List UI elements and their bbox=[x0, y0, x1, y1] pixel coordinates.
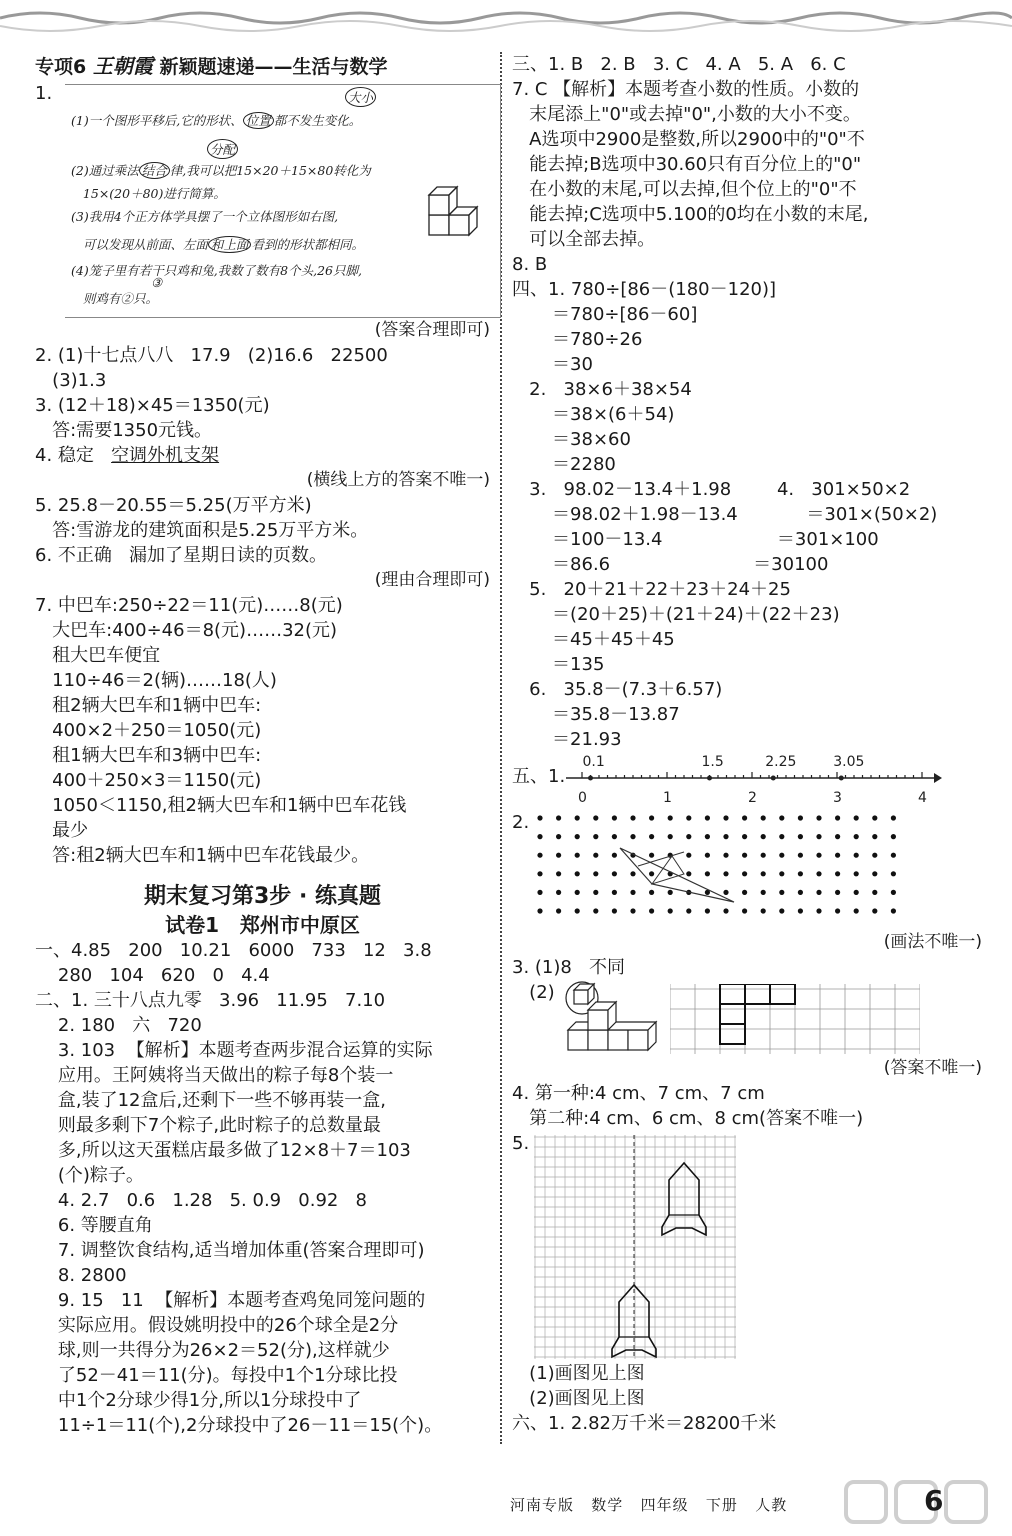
grid-dot bbox=[649, 890, 654, 895]
p2-q9-line: 了52－41＝11(分)。每投中1个1分球比投 bbox=[35, 1365, 398, 1386]
part5-q2-label: 2. bbox=[512, 812, 530, 833]
section-title: 期末复习第3步 · 练真题 bbox=[144, 884, 381, 909]
grid-dot bbox=[872, 853, 877, 858]
grid-dot bbox=[872, 871, 877, 876]
p2-q9-line: 实际应用。假设姚明投中的26个球全是2分 bbox=[35, 1315, 399, 1336]
number-line-bottom-label: 0 bbox=[578, 790, 587, 806]
grid-dot bbox=[835, 890, 840, 895]
part5-q3-line-2: (2) bbox=[512, 982, 555, 1003]
grid-dot bbox=[723, 853, 728, 858]
part2-q6: 6. 等腰直角 bbox=[35, 1215, 153, 1236]
grid-dot bbox=[742, 908, 747, 913]
part4-q6-block bbox=[512, 677, 982, 752]
grid-dot bbox=[779, 890, 784, 895]
q3-line-2: 答:需要1350元钱。 bbox=[35, 420, 213, 441]
q6-note: (理由合理即可) bbox=[374, 570, 490, 590]
part5-q5 bbox=[512, 1131, 982, 1361]
grid-dot bbox=[612, 908, 617, 913]
q2-line-2: (3)1.3 bbox=[35, 370, 107, 391]
grid-dot bbox=[612, 853, 617, 858]
grid-dot bbox=[872, 834, 877, 839]
part5-q3-figures bbox=[512, 980, 982, 1056]
p4-line: ＝780÷[86－60] bbox=[512, 304, 698, 325]
p4-line: ＝38×(6＋54) bbox=[512, 404, 675, 425]
grid-dot bbox=[537, 834, 542, 839]
brand-logo: 王朝霞 bbox=[92, 54, 153, 78]
part5-q2 bbox=[512, 810, 982, 930]
grid-dot bbox=[575, 834, 580, 839]
grid-dot bbox=[816, 815, 821, 820]
part4-q1-block bbox=[512, 277, 982, 377]
grid-dot bbox=[816, 853, 821, 858]
p2-q3-line: 应用。王阿姨将当天做出的粽子每8个装一 bbox=[35, 1065, 394, 1086]
top-border-decoration bbox=[0, 0, 1012, 40]
part2-q7: 7. 调整饮食结构,适当增加体重(答案合理即可) bbox=[35, 1240, 425, 1261]
grid-dot bbox=[556, 871, 561, 876]
q2-line-1: 2. (1)十七点八八 17.9 (2)16.6 22500 bbox=[35, 345, 388, 366]
grid-dot bbox=[575, 890, 580, 895]
number-line-point bbox=[839, 776, 844, 781]
p4-line: ＝38×60 bbox=[512, 429, 631, 450]
grid-dot bbox=[761, 834, 766, 839]
grid-dot bbox=[537, 815, 542, 820]
p2-q3-line: 3. 103 【解析】本题考查两步混合运算的实际 bbox=[35, 1040, 433, 1061]
part5-q4-line-1: 4. 第一种:4 cm、7 cm、7 cm bbox=[512, 1083, 765, 1104]
p4-line: 3. 98.02－13.4＋1.98 4. 301×50×2 bbox=[512, 479, 911, 500]
grid-dot bbox=[872, 815, 877, 820]
p2-q9-line: 球,则一共得分为26×2＝52(分),这样就少 bbox=[35, 1340, 390, 1361]
p4-line: ＝135 bbox=[512, 654, 605, 675]
p3-q7-line: 在小数的末尾,可以去掉,但个位上的"0"不 bbox=[512, 179, 857, 200]
part5-q2-note: (画法不唯一) bbox=[883, 932, 982, 952]
grid-dot bbox=[835, 815, 840, 820]
number-line-top-label: 1.5 bbox=[701, 754, 724, 770]
grid-dot bbox=[723, 890, 728, 895]
grid-dot bbox=[798, 871, 803, 876]
grid-dot bbox=[686, 908, 691, 913]
p4-line: 5. 20＋21＋22＋23＋24＋25 bbox=[512, 579, 791, 600]
grid-dot bbox=[612, 890, 617, 895]
part4-q3-q4-block bbox=[512, 477, 982, 577]
grid-dot bbox=[779, 834, 784, 839]
grid-dot bbox=[649, 815, 654, 820]
p4-line: ＝780÷26 bbox=[512, 329, 643, 350]
grid-dot bbox=[556, 908, 561, 913]
grid-dot bbox=[742, 853, 747, 858]
number-line-point bbox=[588, 776, 593, 781]
q7-line: 租大巴车便宜 bbox=[35, 645, 161, 666]
hand-line-6: (4)笼子里有若干只鸡和兔,我数了数有8个头,26只脚, bbox=[71, 263, 362, 278]
grid-dot bbox=[761, 853, 766, 858]
grid-dot bbox=[593, 815, 598, 820]
grid-dot bbox=[798, 890, 803, 895]
grid-dot bbox=[761, 815, 766, 820]
grid-dot bbox=[630, 834, 635, 839]
grid-dot bbox=[705, 908, 710, 913]
grid-dot bbox=[593, 871, 598, 876]
grid-dot bbox=[649, 834, 654, 839]
part5-q5-label: 5. bbox=[512, 1133, 530, 1154]
annotation-three: ③ bbox=[151, 275, 163, 290]
grid-dot bbox=[872, 908, 877, 913]
grid-dot bbox=[835, 834, 840, 839]
hand-line-4: (3)我用4个正方体学具摆了一个立体图形如右图, bbox=[71, 209, 339, 224]
q1-note: (答案合理即可) bbox=[374, 320, 490, 340]
grid-dot bbox=[854, 908, 859, 913]
grid-dot bbox=[798, 815, 803, 820]
footer-text: 河南专版 数学 四年级 下册 人教 bbox=[510, 1496, 788, 1514]
grid-dot bbox=[798, 853, 803, 858]
part5-q5-note-2: (2)画图见上图 bbox=[512, 1388, 645, 1409]
number-line-bottom-label: 2 bbox=[748, 790, 757, 806]
q7-line: 最少 bbox=[35, 820, 89, 841]
grid-dot bbox=[668, 908, 673, 913]
part1-line-2: 280 104 620 0 4.4 bbox=[35, 965, 270, 986]
grid-dot bbox=[835, 871, 840, 876]
grid-dot bbox=[612, 815, 617, 820]
grid-dot bbox=[779, 815, 784, 820]
q7-line: 1050＜1150,租2辆大巴车和1辆中巴车花钱 bbox=[35, 795, 407, 816]
topic-label: 专项6 bbox=[35, 56, 87, 78]
p3-q7-line: 能去掉;C选项中5.100的0均在小数的末尾, bbox=[512, 204, 869, 225]
q7-block bbox=[35, 593, 490, 868]
p4-line: 四、1. 780÷[86－(180－120)] bbox=[512, 279, 777, 300]
grid-dot bbox=[723, 908, 728, 913]
part3-q7-block bbox=[512, 77, 982, 252]
grid-dot bbox=[742, 815, 747, 820]
annotation-size: 大小 bbox=[345, 87, 376, 107]
p4-line: ＝98.02＋1.98－13.4 ＝301×(50×2) bbox=[512, 504, 938, 525]
grid-dot bbox=[537, 853, 542, 858]
dot-grid-figure bbox=[534, 812, 914, 930]
grid-dot bbox=[630, 815, 635, 820]
q7-line: 400＋250×3＝1150(元) bbox=[35, 770, 262, 791]
p4-line: ＝100－13.4 ＝301×100 bbox=[512, 529, 879, 550]
part4-q2-block bbox=[512, 377, 982, 477]
cube-figure-icon bbox=[423, 181, 493, 245]
q7-line: 答:租2辆大巴车和1辆中巴车花钱最少。 bbox=[35, 845, 370, 866]
part5-q3-line-1: 3. (1)8 不同 bbox=[512, 957, 626, 978]
grid-dot bbox=[891, 834, 896, 839]
grid-dot bbox=[798, 908, 803, 913]
hand-line-5: 可以发现从前面、左面 和上面 看到的形状都相同。 bbox=[71, 237, 364, 252]
part1-line-1: 一、4.85 200 10.21 6000 733 12 3.8 bbox=[35, 940, 432, 961]
grid-dot bbox=[835, 853, 840, 858]
q7-line: 400×2＋250＝1050(元) bbox=[35, 720, 262, 741]
topic-title: 新颖题速递——生活与数学 bbox=[159, 56, 388, 78]
hand-line-2: (2)通过乘法 结合 律,我可以把15×20＋15×80转化为 bbox=[71, 163, 371, 178]
grid-dot bbox=[630, 871, 635, 876]
p4-line: 2. 38×6＋38×54 bbox=[512, 379, 692, 400]
q7-line: 110÷46＝2(辆)……18(人) bbox=[35, 670, 277, 691]
watermark-logo bbox=[842, 1478, 992, 1534]
grid-dot bbox=[891, 871, 896, 876]
grid-dot bbox=[891, 853, 896, 858]
grid-dot bbox=[761, 871, 766, 876]
grid-dot bbox=[854, 871, 859, 876]
grid-dot bbox=[612, 834, 617, 839]
grid-dot bbox=[761, 890, 766, 895]
section-subtitle: 试卷1 郑州市中原区 bbox=[165, 913, 360, 937]
grid-dot bbox=[816, 890, 821, 895]
p2-q9-line: 9. 15 11 【解析】本题考查鸡兔同笼问题的 bbox=[35, 1290, 426, 1311]
grid-dot bbox=[779, 853, 784, 858]
grid-dot bbox=[705, 834, 710, 839]
grid-dot bbox=[575, 908, 580, 913]
number-line-point bbox=[771, 776, 776, 781]
q1-number: 1. bbox=[35, 83, 53, 104]
part2-q2: 2. 180 六 720 bbox=[35, 1015, 202, 1036]
p3-q7-line: A选项中2900是整数,所以2900中的"0"不 bbox=[512, 129, 865, 150]
part5-q1 bbox=[512, 752, 982, 810]
p4-line: ＝86.6 ＝30100 bbox=[512, 554, 829, 575]
part2-q4-q5: 4. 2.7 0.6 1.28 5. 0.9 0.92 8 bbox=[35, 1190, 367, 1211]
number-line-bottom-label: 4 bbox=[918, 790, 927, 806]
p3-q7-line: 可以全部去掉。 bbox=[512, 229, 656, 250]
grid-dot bbox=[537, 871, 542, 876]
grid-dot bbox=[668, 890, 673, 895]
part5-label: 五、1. bbox=[512, 766, 566, 787]
grid-dot bbox=[686, 815, 691, 820]
grid-dot bbox=[649, 908, 654, 913]
part2-q3-block bbox=[35, 1038, 490, 1188]
part3-q1-6: 三、1. B 2. B 3. C 4. A 5. A 6. C bbox=[512, 54, 846, 75]
grid-dot bbox=[649, 853, 654, 858]
p4-line: ＝45＋45＋45 bbox=[512, 629, 675, 650]
grid-dot bbox=[779, 871, 784, 876]
grid-dot bbox=[816, 908, 821, 913]
grid-dot bbox=[872, 890, 877, 895]
p4-line: ＝(20＋25)＋(21＋24)＋(22＋23) bbox=[512, 604, 840, 625]
number-line-top-label: 0.1 bbox=[582, 754, 605, 770]
part2-q8: 8. 2800 bbox=[35, 1265, 127, 1286]
p3-q7-line: 末尾添上"0"或去掉"0",小数的大小不变。 bbox=[512, 104, 861, 125]
p3-q7-line: 7. C 【解析】本题考查小数的性质。小数的 bbox=[512, 79, 860, 100]
part6-q1: 六、1. 2.82万千米＝28200千米 bbox=[512, 1413, 777, 1434]
grid-dot bbox=[556, 890, 561, 895]
grid-dot bbox=[668, 834, 673, 839]
grid-dot bbox=[854, 834, 859, 839]
grid-dot bbox=[668, 815, 673, 820]
p2-q3-line: 盒,装了12盒后,还剩下一些不够再装一盒, bbox=[35, 1090, 386, 1111]
grid-dot bbox=[612, 871, 617, 876]
p4-line: ＝35.8－13.87 bbox=[512, 704, 680, 725]
grid-dot bbox=[835, 908, 840, 913]
p4-line: 6. 35.8－(7.3＋6.57) bbox=[512, 679, 723, 700]
q5-line-2: 答:雪游龙的建筑面积是5.25万平方米。 bbox=[35, 520, 369, 541]
grid-dot bbox=[891, 890, 896, 895]
q4-underlined-answer: 空调外机支架 bbox=[111, 445, 220, 466]
grid-dot bbox=[593, 853, 598, 858]
grid-dot bbox=[854, 853, 859, 858]
p4-line: ＝2280 bbox=[512, 454, 616, 475]
handwritten-answer-box bbox=[65, 84, 501, 318]
q7-line: 大巴车:400÷46＝8(元)……32(元) bbox=[35, 620, 338, 641]
grid-dot bbox=[705, 871, 710, 876]
grid-dot bbox=[816, 834, 821, 839]
grid-dot bbox=[556, 853, 561, 858]
p2-q9-line: 中1个2分球少得1分,所以1分球投中了 bbox=[35, 1390, 362, 1411]
grid-dot bbox=[575, 871, 580, 876]
annotation-distribute: 分配 bbox=[207, 139, 238, 159]
number-line-top-label: 2.25 bbox=[765, 754, 797, 770]
q3-line-1: 3. (12＋18)×45＝1350(元) bbox=[35, 395, 270, 416]
grid-dot bbox=[537, 890, 542, 895]
q7-line: 7. 中巴车:250÷22＝11(元)……8(元) bbox=[35, 595, 343, 616]
number-line-figure bbox=[562, 752, 942, 810]
hand-line-7: 则鸡有②只。 bbox=[71, 291, 158, 306]
grid-dot bbox=[575, 815, 580, 820]
number-line-bottom-label: 3 bbox=[833, 790, 842, 806]
q7-line: 租1辆大巴车和3辆中巴车: bbox=[35, 745, 262, 766]
grid-dot bbox=[686, 834, 691, 839]
left-column bbox=[35, 52, 490, 1438]
hand-line-3: 15×(20＋80)进行简算。 bbox=[71, 186, 226, 201]
q4-line: 4. 稳定 空调外机支架 bbox=[35, 445, 220, 466]
grid-dot bbox=[854, 890, 859, 895]
grid-dot bbox=[742, 871, 747, 876]
p4-line: ＝30 bbox=[512, 354, 593, 375]
cubes-figure bbox=[560, 980, 660, 1056]
part5-q3-note: (答案不唯一) bbox=[883, 1058, 982, 1078]
page-number: 6 bbox=[924, 1484, 944, 1517]
number-line-point bbox=[707, 776, 712, 781]
grid-dot bbox=[705, 853, 710, 858]
p2-q3-line: 多,所以这天蛋糕店最多做了12×8＋7＝103 bbox=[35, 1140, 411, 1161]
number-line-bottom-label: 1 bbox=[663, 790, 672, 806]
grid-dot bbox=[630, 890, 635, 895]
grid-dot bbox=[742, 834, 747, 839]
grid-dot bbox=[742, 890, 747, 895]
grid-dot bbox=[537, 908, 542, 913]
p3-q7-line: 能去掉;B选项中30.60只有百分位上的"0" bbox=[512, 154, 862, 175]
part3-q8: 8. B bbox=[512, 254, 548, 275]
grid-dot bbox=[686, 853, 691, 858]
right-column bbox=[512, 52, 982, 1436]
part5-q5-note-1: (1)画图见上图 bbox=[512, 1363, 645, 1384]
grid-dot bbox=[816, 871, 821, 876]
grid-dot bbox=[630, 908, 635, 913]
part5-q4-line-2: 第二种:4 cm、6 cm、8 cm(答案不唯一) bbox=[512, 1108, 864, 1129]
special-topic-header bbox=[35, 52, 490, 81]
part2-q1: 二、1. 三十八点九零 3.96 11.95 7.10 bbox=[35, 990, 386, 1011]
grid-dot bbox=[891, 815, 896, 820]
grid-dot bbox=[723, 815, 728, 820]
grid-dot bbox=[686, 871, 691, 876]
grid-dot bbox=[779, 908, 784, 913]
p2-q3-line: (个)粽子。 bbox=[35, 1165, 144, 1186]
grid-dot bbox=[556, 834, 561, 839]
q6-line: 6. 不正确 漏加了星期日读的页数。 bbox=[35, 545, 328, 566]
grid-dot bbox=[575, 853, 580, 858]
grid-dot bbox=[723, 834, 728, 839]
q4-note: (横线上方的答案不唯一) bbox=[306, 470, 490, 490]
part2-q9-block bbox=[35, 1288, 490, 1438]
rocket-grid-figure bbox=[534, 1135, 736, 1359]
grid-dot bbox=[761, 908, 766, 913]
number-line-top-label: 3.05 bbox=[833, 754, 865, 770]
grid-dot bbox=[798, 834, 803, 839]
grid-dot bbox=[854, 815, 859, 820]
grid-dot bbox=[556, 815, 561, 820]
q5-line-1: 5. 25.8－20.55＝5.25(万平方米) bbox=[35, 495, 312, 516]
grid-dot bbox=[705, 815, 710, 820]
grid-view-figure bbox=[670, 984, 920, 1054]
hand-line-1: (1)一个图形平移后,它的形状、 位置 都不发生变化。 bbox=[71, 113, 362, 128]
grid-dot bbox=[891, 908, 896, 913]
part4-q5-block bbox=[512, 577, 982, 677]
p2-q3-line: 则最多剩下7个粽子,此时粽子的总数量最 bbox=[35, 1115, 382, 1136]
p4-line: ＝21.93 bbox=[512, 729, 622, 750]
grid-dot bbox=[593, 908, 598, 913]
p2-q9-line: 11÷1＝11(个),2分球投中了26－11＝15(个)。 bbox=[35, 1415, 443, 1436]
grid-dot bbox=[723, 871, 728, 876]
grid-dot bbox=[593, 834, 598, 839]
grid-dot bbox=[649, 871, 654, 876]
q7-line: 租2辆大巴车和1辆中巴车: bbox=[35, 695, 262, 716]
grid-dot bbox=[593, 890, 598, 895]
